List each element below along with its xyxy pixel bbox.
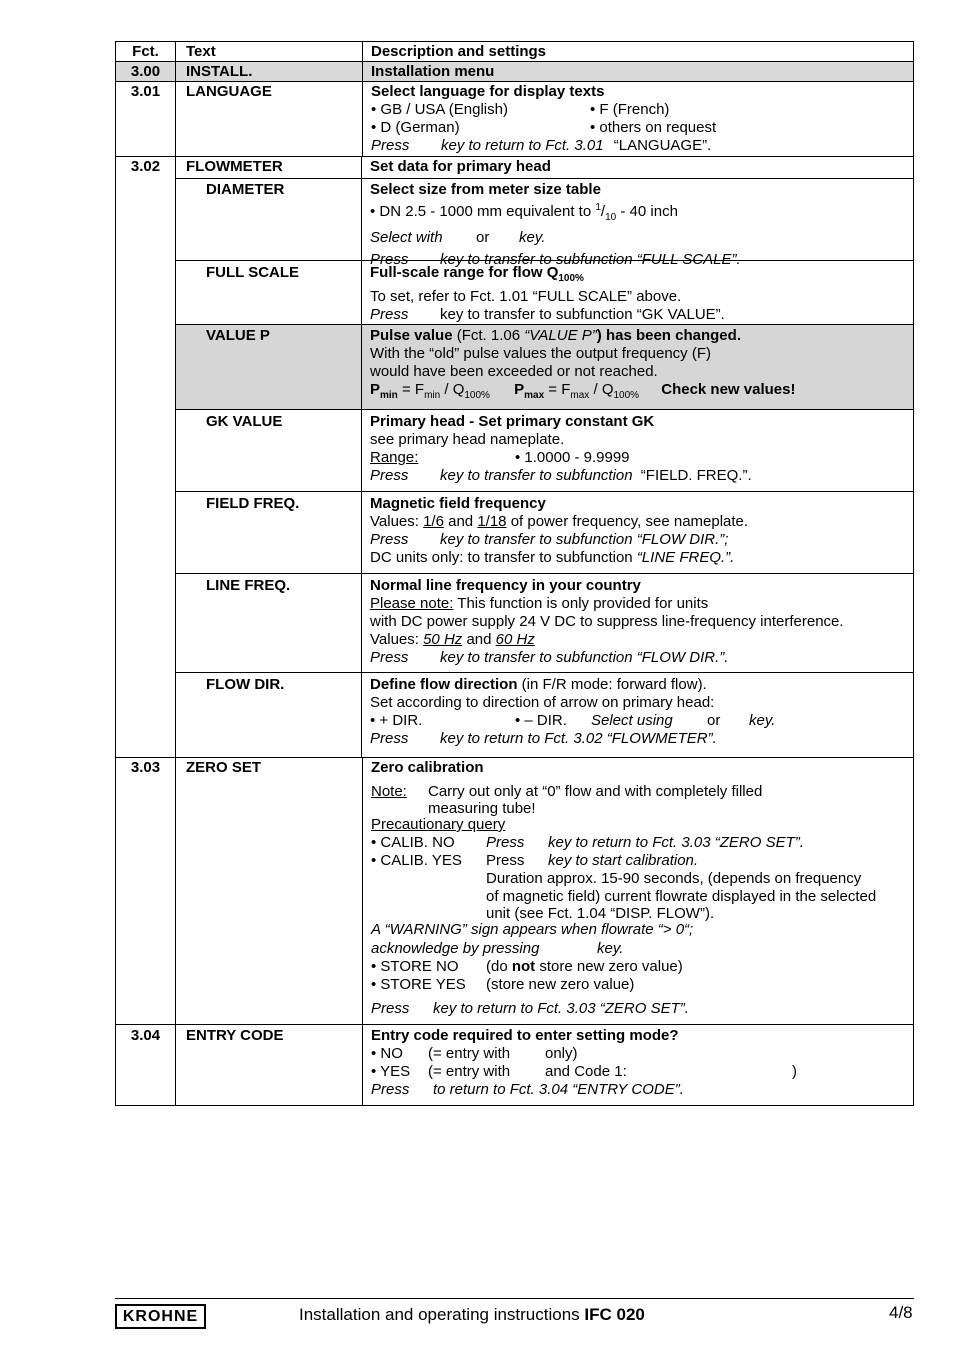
sub-label: VALUE P <box>176 325 362 409</box>
subfunction-field-freq: FIELD FREQ. Magnetic field frequency Values: 1/6 and 1/18 of power frequency, see nameplate. Press key to transfer to subfunction “FLOW DIR.”; DC units only: to transfer to subfunction “LINE FREQ.”. <box>176 491 913 573</box>
subfunction-line-freq: LINE FREQ. Normal line frequency in your country Please note: This function is only provided for units with DC power supply 24 V DC to suppress line-frequency interference. Values: 50 Hz and 60 Hz Press key to transfer to subfunction “FLOW DIR.”. <box>176 573 913 672</box>
row-fct: 3.03 <box>116 758 176 1024</box>
desc-line: Press key to return to Fct. 3.01 “LANGUAGE”. <box>371 137 712 154</box>
header-fct: Fct. <box>116 42 176 61</box>
header-desc: Description and settings <box>371 43 547 60</box>
sub-label: GK VALUE <box>176 410 362 491</box>
row-desc: Entry code required to enter setting mode? • NO (= entry with only) • YES (= entry with and Code 1: ) Press to return to Fct. 3.04 “ENTRY CODE”. <box>371 1027 797 1098</box>
row-text: INSTALL. <box>176 62 363 81</box>
table-header <box>116 42 913 62</box>
footer-title: Installation and operating instructions IFC 020 <box>299 1305 645 1324</box>
sub-label: FLOW DIR. <box>176 673 362 757</box>
desc-line: • GB / USA (English) • F (French) <box>371 101 670 118</box>
subfunction-full-scale: FULL SCALE Full-scale range for flow $Q_{100\%}$ To set, refer to Fct. 1.01 “FULL SCALE” above. Press key to transfer to subfunction “GK VALUE”. <box>176 260 913 324</box>
table-row <box>116 1025 913 1105</box>
subfunction-flow-dir: FLOW DIR. Define flow direction (in F/R mode: forward flow). Set according to direction of arrow on primary head: • + DIR. • – DIR. Select using or key. Press key to return to Fct. 3.02 “FLOWMETER”. <box>176 672 913 757</box>
page-number: 4/8 <box>889 1303 913 1322</box>
subfunction-value-p: VALUE P Pulse value (Fct. 1.06 “VALUE P”) has been changed. With the “old” pulse values the output frequency (F) would have been exceeded or not reached. $P_{min} = F_{min} / Q_{100\%}$ $P_{max} = F_{max} / Q_{100\%}$ Check new values! <box>176 324 913 409</box>
table-row <box>116 62 913 82</box>
desc-title: Select language for display texts <box>371 83 605 100</box>
table-row <box>116 757 913 1025</box>
header-text: Text <box>176 42 363 61</box>
settings-table <box>115 41 914 1106</box>
row-desc: Installation menu <box>371 63 495 80</box>
footer-rule <box>115 1298 914 1299</box>
row-fct: 3.01 <box>116 82 176 156</box>
sub-label: LINE FREQ. <box>176 574 362 672</box>
table-row <box>116 157 913 757</box>
sub-label: FULL SCALE <box>176 261 362 324</box>
row-text: ENTRY CODE <box>176 1025 363 1105</box>
krohne-logo: KROHNE <box>115 1304 206 1329</box>
row-text: FLOWMETER <box>176 157 362 178</box>
row-desc: Zero calibration Note: Carry out only at “0” flow and with completely filled measuring tube! Precautionary query • CALIB. NO Press key to return to Fct. 3.03 “ZERO SET”. • CALIB. YES Press key to start calibration. Duration approx. 15-90 seconds, (depends on frequency of magnetic field) current flowrate displayed in the selected unit (see Fct. 1.04 “DISP. FLOW”). A “WARNING” sign appears when flowrate “> 0“; acknowledge by pressing key. • STORE NO (do not store new zero value) • STORE YES (store new zero value) Press key to return to Fct. 3.03 “ZERO SET”. <box>371 759 877 1017</box>
row-fct: 3.02 <box>116 157 176 757</box>
sub-label: FIELD FREQ. <box>176 492 362 573</box>
subfunction-diameter: DIAMETER Select size from meter size table • DN 2.5 - 1000 mm equivalent to $^1/_{10} - 40$ inch Select with or key. Press key to transfer to subfunction “FULL SCALE”. <box>176 178 913 260</box>
row-fct: 3.00 <box>116 62 176 81</box>
flowmeter-group <box>176 157 913 757</box>
sub-label: DIAMETER <box>176 179 362 260</box>
row-desc: Set data for primary head <box>370 158 551 175</box>
row-desc <box>363 82 913 156</box>
subfunction-gk-value: GK VALUE Primary head - Set primary constant GK see primary head nameplate. Range: • 1.0000 - 9.9999 Press key to transfer to subfunction “FIELD. FREQ.”. <box>176 409 913 491</box>
table-row <box>116 82 913 157</box>
row-text: LANGUAGE <box>176 82 363 156</box>
desc-line: • D (German) • others on request <box>371 119 717 136</box>
row-fct: 3.04 <box>116 1025 176 1105</box>
row-text: ZERO SET <box>176 758 363 1024</box>
